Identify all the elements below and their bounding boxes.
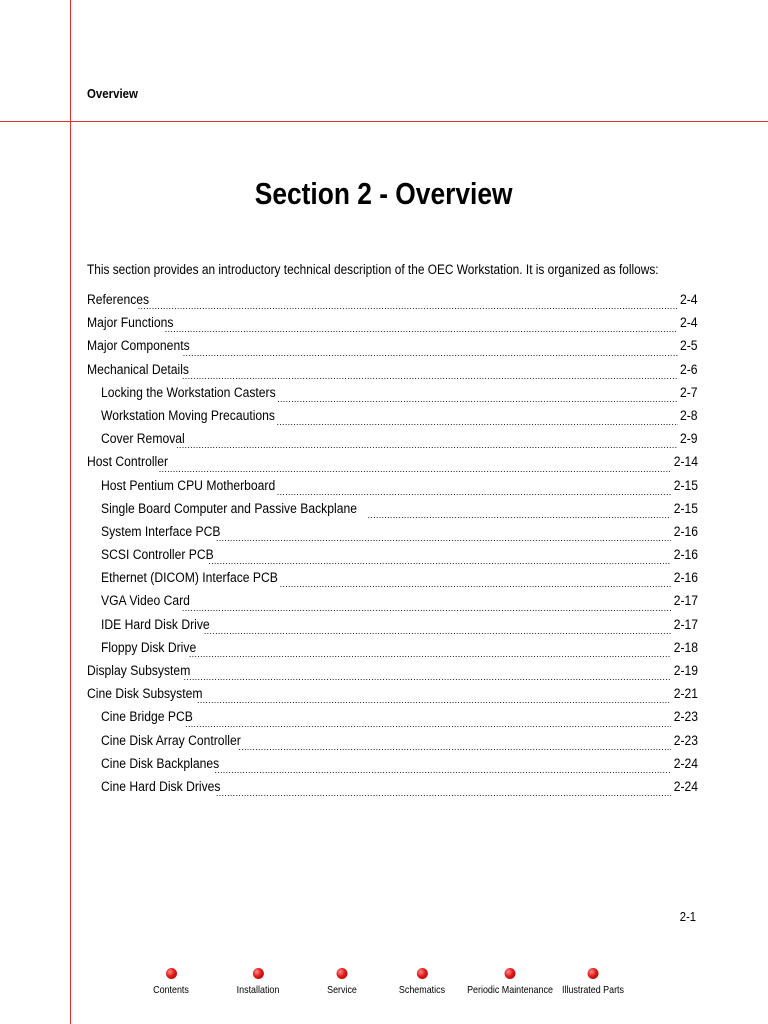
toc-entry-label: Single Board Computer and Passive Backplane (101, 500, 357, 516)
toc-leader-dots (238, 738, 671, 752)
toc-leader-dots (165, 320, 679, 334)
toc-entry-page: 2-4 (680, 315, 698, 331)
red-bullet-icon[interactable] (336, 968, 347, 979)
page-number: 2-1 (679, 910, 696, 924)
toc-leader-dots (185, 715, 671, 729)
toc-entry[interactable] (87, 524, 698, 547)
nav-schematics-link[interactable] (395, 968, 449, 996)
toc-entry-label: VGA Video Card (101, 593, 190, 609)
toc-entry[interactable] (87, 338, 698, 361)
toc-entry-label: Cine Disk Subsystem (87, 686, 203, 702)
toc-entry-page: 2-4 (680, 292, 698, 307)
toc-entry[interactable] (87, 408, 698, 431)
red-bullet-icon[interactable] (587, 968, 598, 979)
toc-entry[interactable] (87, 478, 698, 501)
nav-illustrated-parts-link[interactable] (557, 968, 630, 996)
toc-leader-dots (204, 622, 671, 636)
toc-entry[interactable] (87, 454, 698, 477)
toc-entry-page: 2-16 (673, 547, 698, 563)
toc-entry-page: 2-16 (673, 523, 698, 539)
toc-entry-page: 2-17 (673, 616, 698, 632)
toc-entry-label: Ethernet (DICOM) Interface PCB (101, 570, 278, 586)
toc-entry[interactable] (87, 640, 698, 663)
toc-entry-label: Cine Disk Backplanes (101, 755, 220, 771)
toc-entry[interactable] (87, 733, 698, 756)
toc-entry-label: Cine Hard Disk Drives (101, 778, 221, 794)
toc-entry[interactable] (87, 501, 698, 524)
toc-entry[interactable] (87, 385, 698, 408)
toc-entry-page: 2-21 (673, 686, 698, 702)
toc-entry-label: Major Functions (87, 315, 174, 331)
toc-leader-dots (216, 784, 671, 798)
toc-entry-label: SCSI Controller PCB (101, 547, 214, 563)
toc-entry[interactable] (87, 663, 698, 686)
nav-installation-link[interactable] (233, 968, 283, 996)
toc-entry-label: Mechanical Details (87, 361, 189, 377)
toc-entry-label: Floppy Disk Drive (101, 639, 197, 655)
red-bullet-icon[interactable] (166, 968, 177, 979)
toc-entry[interactable] (87, 779, 698, 802)
running-head: Overview (87, 86, 138, 101)
toc-entry-label: Cover Removal (101, 431, 185, 447)
margin-rule-vertical (70, 0, 71, 1024)
toc-leader-dots (214, 761, 671, 775)
toc-entry-page: 2-6 (680, 361, 698, 377)
toc-entry-label: Workstation Moving Precautions (101, 407, 276, 423)
toc-entry-page: 2-9 (680, 431, 698, 447)
toc-entry-label: References (87, 292, 150, 307)
nav-label[interactable]: Schematics (398, 984, 446, 996)
page-title-text: Section 2 - Overview (255, 176, 513, 211)
toc-entry-page: 2-24 (673, 778, 698, 794)
toc-leader-dots (159, 460, 671, 474)
toc-entry[interactable] (87, 431, 698, 454)
toc-leader-dots (216, 529, 671, 543)
toc-leader-dots (277, 483, 671, 497)
toc-leader-dots (197, 691, 671, 705)
toc-entry-page: 2-18 (673, 639, 698, 655)
nav-contents-link[interactable] (150, 968, 192, 996)
nav-label[interactable]: Periodic Maintenance (467, 984, 553, 996)
toc-entry-page: 2-8 (680, 407, 698, 423)
toc-leader-dots (189, 645, 671, 659)
toc-entry-page: 2-23 (673, 709, 698, 725)
toc-leader-dots (208, 552, 671, 566)
table-of-contents (87, 292, 698, 802)
toc-entry-page: 2-7 (680, 384, 698, 400)
toc-leader-dots (277, 390, 678, 404)
toc-entry-label: IDE Hard Disk Drive (101, 616, 210, 632)
toc-entry[interactable] (87, 686, 698, 709)
red-bullet-icon[interactable] (504, 968, 515, 979)
toc-entry-page: 2-5 (680, 338, 698, 354)
toc-entry-label: Host Pentium CPU Motherboard (101, 477, 276, 493)
nav-label[interactable]: Illustrated Parts (561, 984, 625, 996)
toc-entry[interactable] (87, 756, 698, 779)
toc-entry-page: 2-24 (673, 755, 698, 771)
toc-leader-dots (176, 436, 678, 450)
toc-entry[interactable] (87, 709, 698, 732)
toc-leader-dots (182, 367, 679, 381)
toc-leader-dots (183, 668, 671, 682)
toc-leader-dots (182, 599, 671, 613)
toc-entry-page: 2-15 (673, 500, 698, 516)
toc-entry[interactable] (87, 292, 698, 315)
toc-entry-page: 2-19 (673, 663, 698, 678)
nav-service-link[interactable] (324, 968, 359, 996)
nav-label[interactable]: Contents (153, 984, 189, 996)
toc-entry-label: Locking the Workstation Casters (101, 384, 276, 400)
toc-entry-label: Host Controller (87, 454, 169, 470)
intro-paragraph: This section provides an introductory technical description of the OEC Workstation. It is organized as follows: (87, 262, 659, 277)
toc-entry[interactable] (87, 315, 698, 338)
toc-leader-dots (183, 344, 679, 358)
toc-leader-dots (280, 575, 671, 589)
toc-entry-label: Display Subsystem (87, 663, 191, 678)
toc-entry-label: System Interface PCB (101, 523, 221, 539)
toc-entry-label: Cine Disk Array Controller (101, 732, 241, 748)
page-title (0, 176, 768, 212)
toc-leader-dots (368, 506, 671, 520)
toc-entry-page: 2-17 (673, 593, 698, 609)
toc-entry-page: 2-23 (673, 732, 698, 748)
toc-entry-page: 2-15 (673, 477, 698, 493)
header-rule (0, 121, 768, 122)
red-bullet-icon[interactable] (417, 968, 428, 979)
toc-entry[interactable] (87, 617, 698, 640)
toc-entry-label: Major Components (87, 338, 190, 354)
toc-entry-page: 2-16 (673, 570, 698, 586)
nav-label[interactable]: Service (327, 984, 357, 996)
bottom-navigation (0, 968, 768, 1008)
toc-leader-dots (276, 413, 678, 427)
toc-entry[interactable] (87, 570, 698, 593)
nav-label[interactable]: Installation (236, 984, 280, 996)
nav-periodic-maintenance-link[interactable] (460, 968, 561, 996)
toc-entry[interactable] (87, 362, 698, 385)
toc-entry-label: Cine Bridge PCB (101, 709, 193, 725)
toc-entry[interactable] (87, 547, 698, 570)
toc-entry[interactable] (87, 593, 698, 616)
red-bullet-icon[interactable] (252, 968, 263, 979)
toc-leader-dots (138, 297, 679, 311)
toc-entry-page: 2-14 (673, 454, 698, 470)
